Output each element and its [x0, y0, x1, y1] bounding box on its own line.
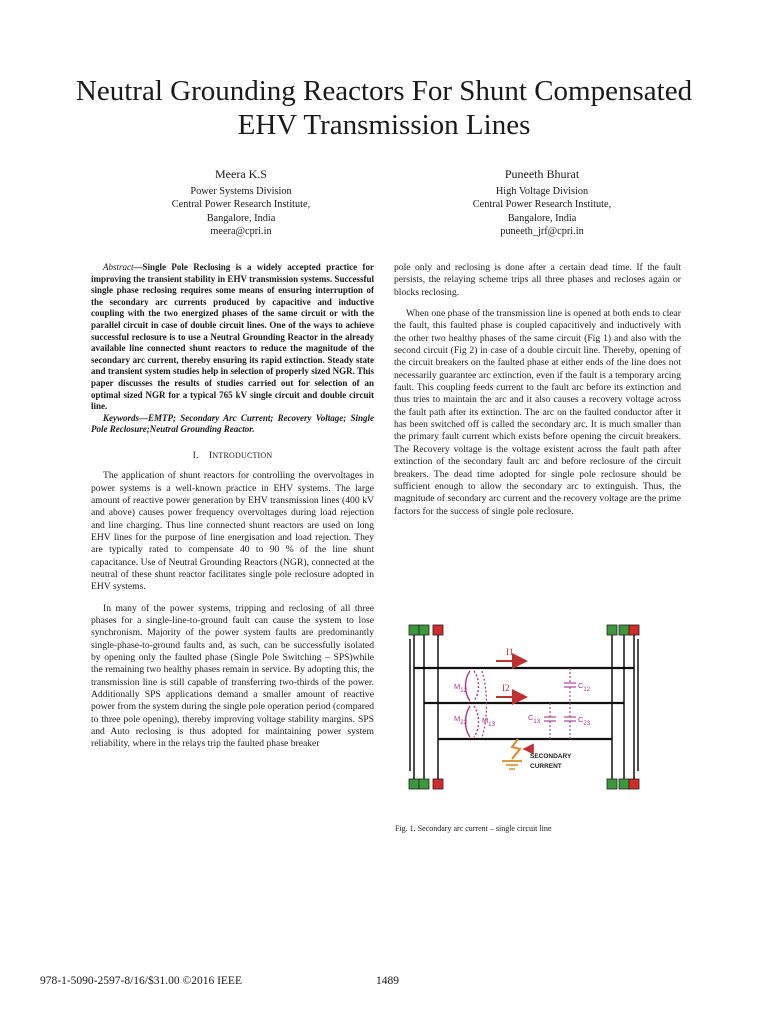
author-institute: Central Power Research Institute, [472, 199, 612, 211]
title-line-2: EHV Transmission Lines [237, 109, 531, 141]
right-column [394, 262, 681, 518]
svg-text:M12: $M_{12}$ [454, 682, 467, 694]
author-division: High Voltage Division [495, 186, 589, 197]
breaker-open-icon [629, 625, 639, 635]
author-block-2 [412, 166, 672, 239]
title-line-1: Neutral Grounding Reactors For Shunt Compensated [75, 75, 693, 107]
author-name: Puneeth Bhurat [504, 167, 580, 181]
capacitor-c13 [544, 703, 556, 739]
svg-text:M13: $M_{13}$ [482, 716, 495, 728]
footer-isbn: 978-1-5090-2597-8/16/$31.00 ©2016 IEEE [40, 975, 242, 987]
paper-title [40, 74, 728, 142]
author-email[interactable]: meera@cpri.in [210, 226, 272, 238]
figure-caption: Fig. 1. Secondary arc current – single circuit line [395, 824, 552, 833]
section-title-initial: I [209, 449, 213, 461]
section-heading [91, 450, 374, 462]
section-number: I. [192, 449, 199, 461]
author-name: Meera K.S [215, 167, 267, 181]
paragraph: In many of the power systems, tripping and reclosing of all three phases for a single-line-to-ground fault can cause the system to lose synchronism. Majority of the power system faults are predominantly single-phase-to-ground faults and, as such, can be successfully isolated by opening only the faulted phase (Single Pole Switching – SPS)while the remaining two healthy phases remain in service. By adopting this, the transmission line is still capable of transferring two-thirds of the power. Additionally SPS applications demand a smaller amount of reactive power from the system during the single pole operation period (compared to three pole opening), thereby improving voltage stability margins. SPS and Auto reclosing is thus adopted for maintaining power system reliability, where in the relays trip the faulted phase breaker [91, 602, 374, 750]
paragraph: pole only and reclosing is done after a certain dead time. If the fault persists, the relaying scheme trips all three phases and recloses again or blocks reclosing. [394, 262, 681, 298]
section-title-rest: NTRODUCTION [212, 450, 273, 460]
abstract-text: —Single Pole Reclosing is a widely accepted practice for improving the transient stability in EHV transmission systems. Successful single phase reclosing requires some means of ensuring interruption of the secondary arc currents produced by capacitive and inductive coupling with the two energized phases of the same circuit or with the parallel circuit in case of double circuit lines. One of the ways to achieve successful reclosure is to use a Neutral Grounding Reactor in the already available line connected shunt reactors to reduce the magnitude of the secondary arc current, thereby ensuring its rapid extinction. Steady state and transient system studies help in selection of properly sized NGR. This paper discusses the results of studies carried out for selection of an optimal sized NGR for a typical 765 kV single circuit and double circuit line. [91, 262, 374, 412]
mutual-coupling-m12 [466, 671, 471, 701]
keywords: Keywords—EMTP; Secondary Arc Current; Recovery Voltage; Single Pole Reclosure;Neutral Grounding Reactor. [91, 412, 374, 435]
figure-1 [400, 611, 648, 811]
author-city: Bangalore, India [507, 212, 577, 224]
breaker-open-icon [629, 779, 639, 789]
breaker-open-icon [433, 625, 443, 635]
breaker-closed-icon [607, 779, 617, 789]
paragraph: When one phase of the transmission line is opened at both ends to clear the fault, this faulted phase is coupled capacitively and inductively with the other two healthy phases of the same circuit (Fig 1) and also with the second circuit (Fig 2) in case of a double circuit line. Thereby, opening of the circuit breakers on the faulted phase at either ends of the line does not necessarily guarantee arc extinction, even if the fault is a temporary arcing fault. This coupling feeds current to the fault arc before its extinction and thus tries to maintain the arc and it also causes a recovery voltage across the fault path after its extinction. The arc on the faulted conductor after it has been switched off is called the secondary arc. It is much smaller than the primary fault current which exists before opening the circuit breakers. The Recovery voltage is the voltage existent across the fault path after extinction of the secondary fault arc and before reclosure of the circuit breakers. The dead time adopted for single pole reclosure should be sufficient enough to allow the secondary arc to extinguish. Thus, the magnitude of secondary arc current and the recovery voltage are the prime factors for the success of single pole reclosure. [394, 308, 681, 517]
abstract [91, 262, 374, 413]
svg-text:C12: $C_{12}$ [578, 681, 591, 693]
capacitor-c23 [564, 703, 576, 739]
label-i2: I2 [502, 683, 510, 693]
author-institute: Central Power Research Institute, [171, 199, 311, 211]
breaker-open-icon [433, 779, 443, 789]
paragraph: The application of shunt reactors for controlling the overvoltages in power systems is a well-known practice in EHV systems. The large amount of reactive power generation by EHV transmission lines (400 kV and above) causes power frequency overvoltages during load rejection and line charging. Thus line connected shunt reactors are used on long EHV lines for the purpose of line energisation and load rejection. They are typically rated to compensate 40 to 90 % of the line shunt capacitance. Use of Neutral Grounding Reactors (NGR), connected at the neutral of these shunt reactor facilitates single pole reclosure adopted in EHV systems. [91, 470, 374, 593]
secondary-current-label: SECONDARY [530, 753, 572, 760]
left-column [91, 262, 374, 751]
breaker-closed-icon [419, 779, 429, 789]
fault-arc-icon [512, 739, 520, 759]
abstract-label: Abstract [103, 262, 134, 272]
breaker-closed-icon [619, 625, 629, 635]
breaker-closed-icon [409, 625, 419, 635]
svg-text:M23: $M_{23}$ [454, 714, 467, 726]
author-division: Power Systems Division [190, 186, 292, 197]
author-block-1 [111, 166, 371, 239]
secondary-current-label-2: CURRENT [530, 763, 562, 770]
breaker-closed-icon [409, 779, 419, 789]
breaker-closed-icon [607, 625, 617, 635]
author-email[interactable]: puneeth_jrf@cpri.in [500, 226, 584, 238]
label-i1: I1 [506, 647, 514, 657]
page-number: 1489 [376, 975, 399, 987]
breaker-closed-icon [419, 625, 429, 635]
svg-text:C23: $C_{23}$ [578, 715, 591, 727]
author-city: Bangalore, India [206, 212, 276, 224]
capacitor-c12 [564, 668, 576, 703]
svg-text:C13: $C_{13}$ [528, 713, 541, 725]
secondary-arc-diagram [400, 611, 648, 811]
breaker-closed-icon [619, 779, 629, 789]
